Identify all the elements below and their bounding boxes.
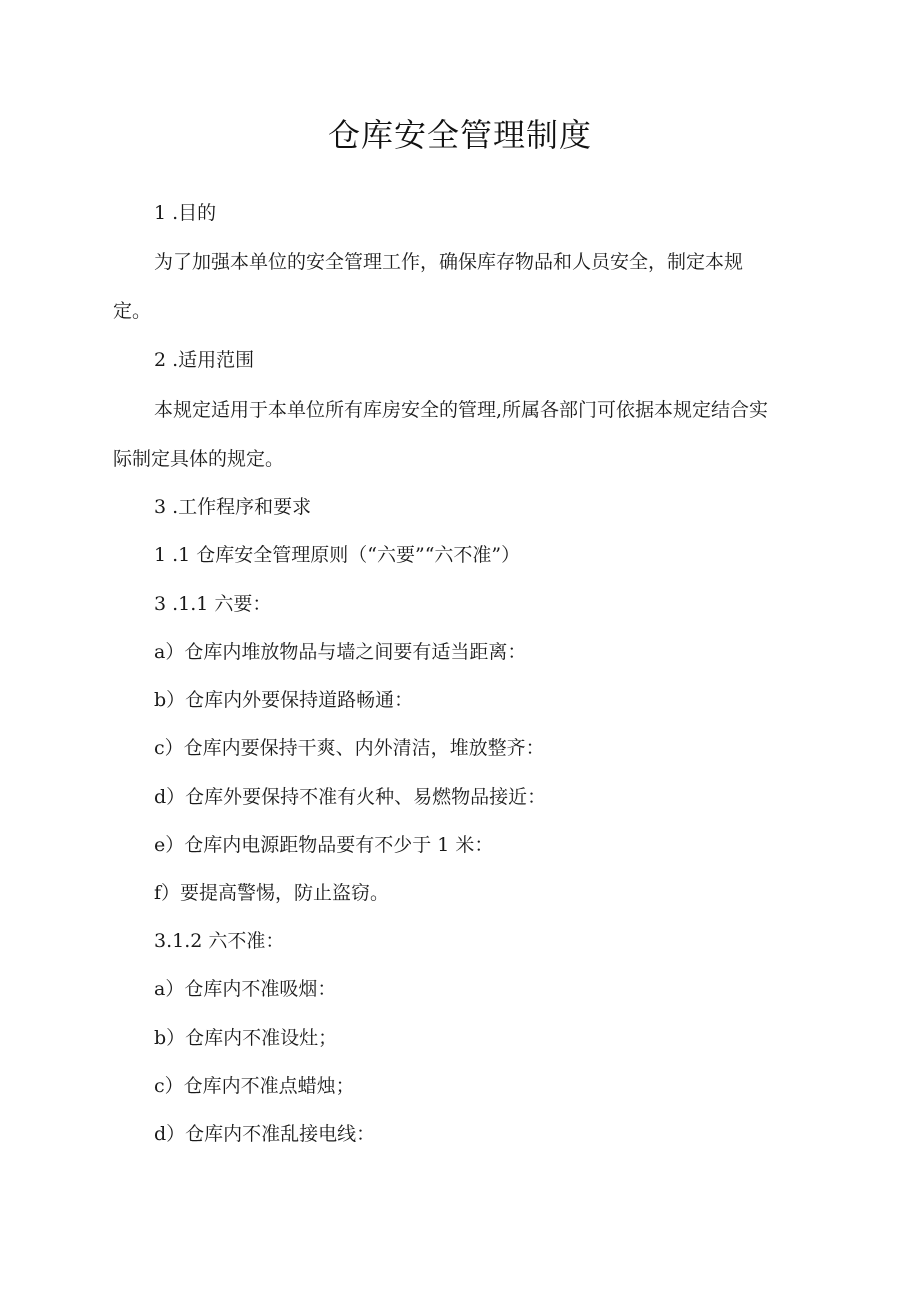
paragraph-line: 为了加强本单位的安全管理工作，确保库存物品和人员安全，制定本规 bbox=[154, 251, 744, 273]
list-item: c）仓库内不准点蜡烛； bbox=[154, 1075, 355, 1097]
section-heading-purpose: 1 .目的 bbox=[154, 202, 217, 224]
page-title: 仓库安全管理制度 bbox=[327, 116, 592, 154]
paragraph-line: 本规定适用于本单位所有库房安全的管理,所属各部门可依据本规定结合实 bbox=[154, 399, 769, 421]
list-item: b）仓库内外要保持道路畅通： bbox=[154, 689, 414, 711]
list-item: d）仓库内不准乱接电线： bbox=[154, 1123, 376, 1145]
list-item: a）仓库内不准吸烟： bbox=[154, 978, 337, 1000]
list-item: f）要提高警惕，防止盗窃。 bbox=[154, 882, 390, 904]
subsection-heading: 3.1.2 六不准： bbox=[154, 930, 285, 952]
list-item: e）仓库内电源距物品要有不少于 1 米： bbox=[154, 834, 494, 856]
section-heading-procedure: 3 .工作程序和要求 bbox=[154, 496, 312, 518]
section-heading-scope: 2 .适用范围 bbox=[154, 349, 255, 371]
list-item: a）仓库内堆放物品与墙之间要有适当距离： bbox=[154, 641, 527, 663]
subsection-heading: 3 .1.1 六要： bbox=[154, 593, 272, 615]
list-item: c）仓库内要保持干爽、内外清洁，堆放整齐： bbox=[154, 737, 545, 759]
subsection-heading: 1 .1 仓库安全管理原则（“六要”“六不准”） bbox=[154, 544, 521, 566]
paragraph-line: 际制定具体的规定。 bbox=[113, 448, 285, 470]
list-item: d）仓库外要保持不准有火种、易燃物品接近： bbox=[154, 786, 547, 808]
list-item: b）仓库内不准设灶； bbox=[154, 1027, 338, 1049]
paragraph-line: 定。 bbox=[113, 300, 152, 322]
